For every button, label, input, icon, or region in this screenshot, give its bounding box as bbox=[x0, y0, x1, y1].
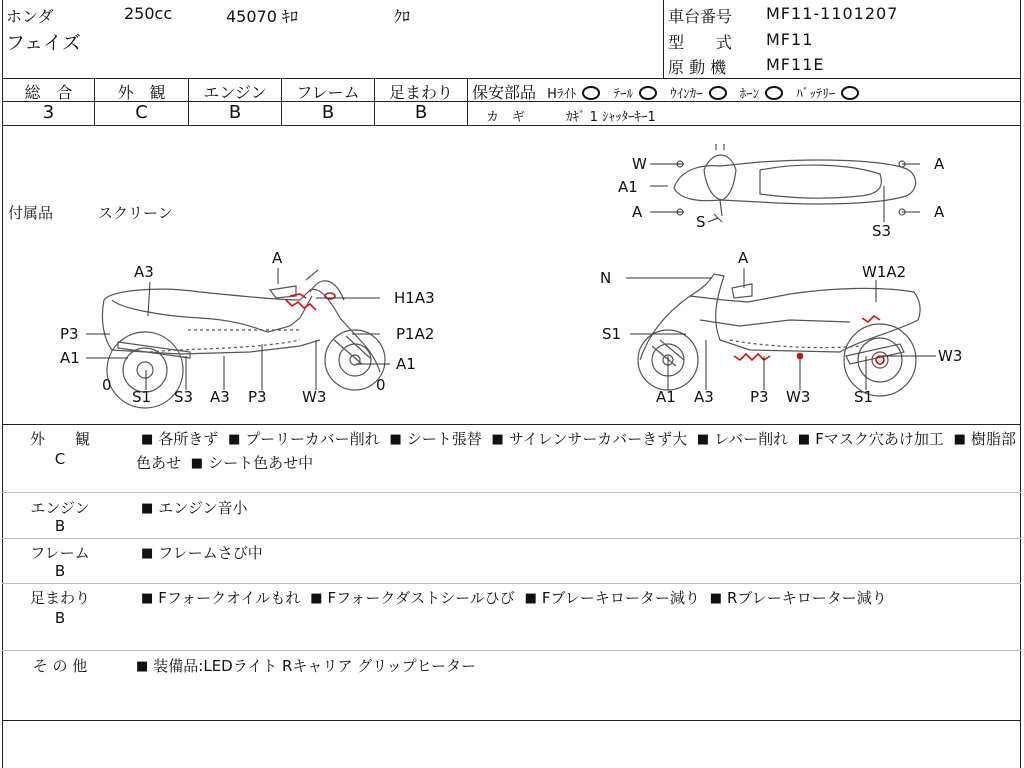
grade-engine-value: B bbox=[228, 102, 242, 123]
diag-right-N: N bbox=[600, 269, 612, 287]
remark-item: サイレンサーカバーきず大 bbox=[508, 430, 688, 448]
frame-no-label: 車台番号 bbox=[668, 7, 733, 26]
grade-frame-label: フレーム bbox=[296, 83, 360, 102]
engine-value: MF11E bbox=[766, 55, 825, 74]
remark-suspension-items: ■ Fフォークオイルもれ ■ Fフォークダストシールひび ■ Fブレーキローター減り ■ Rブレーキローター減り bbox=[141, 589, 887, 607]
type-label: 型 式 bbox=[668, 33, 733, 52]
grade-overall-value: 3 bbox=[42, 102, 55, 123]
remark-frame-category: フレーム bbox=[30, 544, 90, 562]
diag-left-S3: S3 bbox=[174, 388, 194, 406]
grade-overall-label: 総 合 bbox=[24, 83, 73, 102]
remark-exterior-grade: C bbox=[54, 450, 66, 468]
remark-engine-category: エンジン bbox=[30, 499, 90, 517]
diag-left-A3-bottom: A3 bbox=[210, 388, 230, 406]
remark-other-category: そ の 他 bbox=[32, 657, 88, 675]
scooter-top-view bbox=[674, 144, 916, 222]
remark-other-items: ■ 装備品:LEDライト Rキャリア グリップヒーター bbox=[136, 657, 477, 675]
engine-label: 原 動 機 bbox=[668, 58, 727, 77]
diag-top-A-left: A bbox=[632, 203, 643, 221]
remark-item: エンジン音小 bbox=[158, 499, 248, 517]
diag-left-A1-front: A1 bbox=[396, 355, 416, 373]
diag-left-H1A3: H1A3 bbox=[394, 289, 435, 307]
diag-left-A: A bbox=[272, 249, 283, 267]
diag-right-A3: A3 bbox=[694, 388, 714, 406]
diag-right-S1-bottom: S1 bbox=[854, 388, 874, 406]
remark-item: シート色あせ中 bbox=[208, 454, 314, 472]
safety-horn: ﾎｰﾝ bbox=[739, 87, 760, 102]
diag-top-A-right-lower: A bbox=[934, 203, 945, 221]
scooter-right-side-view bbox=[638, 274, 920, 396]
damage-scribble-left bbox=[286, 300, 316, 310]
remark-item: Fブレーキローター減り bbox=[541, 589, 700, 607]
diag-left-S1: S1 bbox=[132, 388, 152, 406]
divider-remark-2 bbox=[2, 538, 1021, 539]
diag-right-P3: P3 bbox=[750, 388, 769, 406]
safety-headlight: Hﾗｲﾄ bbox=[547, 87, 577, 102]
key-label: カ ギ bbox=[486, 110, 526, 125]
remark-item: Fマスク穴あけ加工 bbox=[815, 430, 944, 448]
diag-top-A-right-upper: A bbox=[934, 155, 945, 173]
damage-scribble-right bbox=[734, 354, 770, 360]
remark-exterior-category: 外 観 bbox=[29, 430, 90, 448]
grade-suspension-label: 足まわり bbox=[388, 83, 453, 102]
diag-right-A1: A1 bbox=[656, 388, 676, 406]
remark-item: Fフォークオイルもれ bbox=[158, 589, 301, 607]
remark-engine-items: ■ エンジン音小 bbox=[141, 499, 248, 517]
divider-bottom bbox=[2, 720, 1021, 721]
diag-right-A: A bbox=[738, 249, 749, 267]
diagram-labels bbox=[60, 155, 962, 406]
remark-item: フレームさび中 bbox=[158, 544, 263, 562]
diag-left-P3: P3 bbox=[60, 325, 79, 343]
remark-engine-grade: B bbox=[54, 517, 66, 535]
remark-exterior-items: ■ 各所きず ■ プーリーカバー削れ ■ シート張替 ■ サイレンサーカバーきず大 ■ レバー削れ ■ Fマスク穴あけ加工 ■ 樹脂部色あせ ■ シート色あせ中 bbox=[136, 430, 1016, 472]
diag-right-S1: S1 bbox=[602, 325, 622, 343]
diag-top-W: W bbox=[632, 155, 647, 173]
frame-no: MF11-1101207 bbox=[766, 4, 899, 23]
type-value: MF11 bbox=[766, 30, 814, 49]
divider-remark-1 bbox=[2, 492, 1021, 493]
diag-top-S: S bbox=[696, 213, 706, 231]
divider-diagram bbox=[2, 424, 1021, 425]
divider-remark-3 bbox=[2, 583, 1021, 584]
remark-item: プーリーカバー削れ bbox=[245, 430, 380, 448]
diag-left-0-front: 0 bbox=[376, 376, 386, 394]
remark-item: 樹脂部色あせ bbox=[136, 430, 1016, 472]
diag-right-W1A2: W1A2 bbox=[862, 263, 907, 281]
diag-right-W3-bottom: W3 bbox=[786, 388, 811, 406]
safety-taillight: ﾃｰﾙ bbox=[613, 87, 633, 102]
damage-marks bbox=[286, 293, 884, 364]
grade-frame-value: B bbox=[321, 102, 335, 123]
displacement: 250cc bbox=[124, 4, 173, 23]
color: ｸﾛ bbox=[394, 7, 411, 26]
remark-item: 各所きず bbox=[158, 430, 219, 448]
diag-left-A3: A3 bbox=[134, 263, 154, 281]
diag-top-S3: S3 bbox=[872, 222, 892, 240]
remark-item: Rブレーキローター減り bbox=[726, 589, 887, 607]
divider-remark-4 bbox=[2, 650, 1021, 651]
accessories-value: スクリーン bbox=[98, 204, 173, 222]
diag-left-0-rear: 0 bbox=[102, 376, 112, 394]
diag-left-A1: A1 bbox=[60, 349, 80, 367]
remark-item: シート張替 bbox=[406, 430, 482, 448]
safety-winker: ｳｲﾝｶｰ bbox=[670, 87, 703, 102]
grade-engine-label: エンジン bbox=[203, 83, 267, 102]
remark-item: Fフォークダストシールひび bbox=[327, 589, 515, 607]
safety-label: 保安部品 bbox=[472, 83, 537, 102]
diag-left-W3: W3 bbox=[302, 388, 327, 406]
diag-right-W3: W3 bbox=[938, 347, 963, 365]
diag-left-P3-bottom: P3 bbox=[248, 388, 267, 406]
remark-suspension-grade: B bbox=[54, 609, 66, 627]
grade-exterior-value: C bbox=[135, 102, 148, 123]
mileage: 45070 ｷﾛ bbox=[226, 7, 298, 26]
key-value: ｶｷﾞ 1 ｼｬｯﾀｰｷｰ1 bbox=[566, 110, 656, 125]
remark-item: 装備品:LEDライト Rキャリア グリップヒーター bbox=[153, 657, 477, 675]
safety-battery: ﾊﾞｯﾃﾘｰ bbox=[796, 87, 836, 102]
accessories-label: 付属品 bbox=[8, 204, 54, 222]
diag-left-P1A2: P1A2 bbox=[396, 325, 435, 343]
remark-item: レバー削れ bbox=[714, 430, 789, 448]
model-name: フェイズ bbox=[6, 32, 81, 54]
diag-top-A1: A1 bbox=[618, 178, 638, 196]
remark-frame-items: ■ フレームさび中 bbox=[141, 544, 263, 562]
grade-exterior-label: 外 観 bbox=[117, 83, 166, 102]
maker: ホンダ bbox=[6, 7, 54, 26]
remark-suspension-category: 足まわり bbox=[29, 589, 90, 607]
grade-suspension-value: B bbox=[414, 102, 428, 123]
remark-frame-grade: B bbox=[54, 562, 66, 580]
